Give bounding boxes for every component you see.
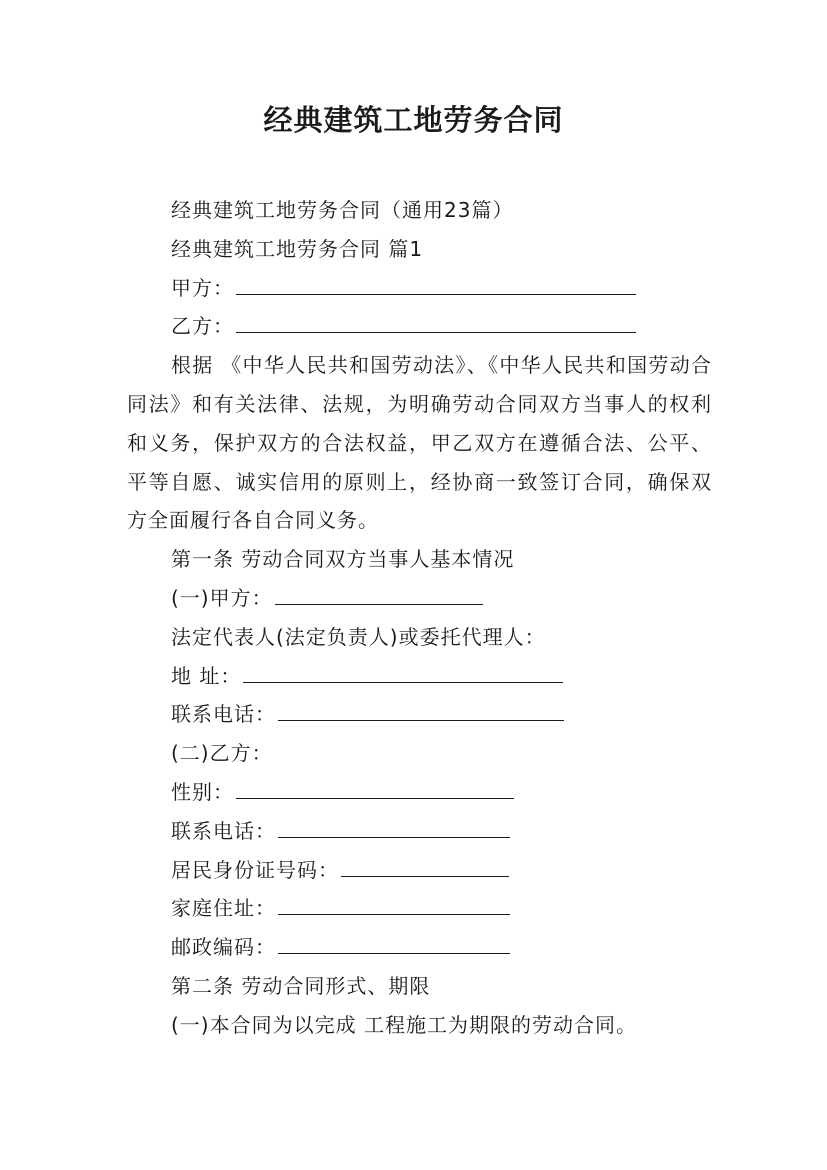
address-blank: [243, 658, 563, 683]
party-a-line: [127, 269, 712, 308]
party-b-blank: [236, 308, 636, 333]
section-heading: 经典建筑工地劳务合同 篇1: [171, 236, 424, 261]
postcode-blank: [278, 929, 510, 954]
b-phone-blank: [278, 813, 510, 838]
document-title: 经典建筑工地劳务合同: [263, 103, 564, 137]
b-phone-line: [127, 812, 712, 851]
home-address-label: 家庭住址：: [171, 896, 276, 921]
a-section-label: (一)甲方：: [171, 585, 273, 610]
address-line: [127, 657, 712, 696]
article2-heading: 第二条 劳动合同形式、期限: [171, 973, 431, 998]
intro-paragraph: 根据 《中华人民共和国劳动法》、《中华人民共和国劳动合同法》和有关法律、法规，为明确劳动合同双方当事人的权利和义务，保护双方的合法权益，甲乙双方在遵循合法、公平、平等自愿、诚实信用的原则上，经协商一致签订合同，确保双方全面履行各自合同义务。: [127, 353, 712, 533]
b-phone-label: 联系电话：: [171, 818, 276, 843]
party-a-blank: [236, 270, 636, 295]
party-a-label: 甲方：: [171, 275, 234, 300]
party-b-label: 乙方：: [171, 314, 234, 339]
postcode-label: 邮政编码：: [171, 935, 276, 960]
gender-label: 性别：: [171, 779, 234, 804]
a-phone-line: [127, 695, 712, 734]
home-address-blank: [278, 890, 510, 915]
a-phone-blank: [278, 696, 564, 721]
id-number-blank: [341, 852, 509, 877]
article1-heading: 第一条 劳动合同双方当事人基本情况: [171, 547, 515, 572]
id-number-line: [127, 851, 712, 890]
a-phone-label: 联系电话：: [171, 702, 276, 727]
a-section-blank: [275, 580, 483, 605]
subtitle: 经典建筑工地劳务合同（通用23篇）: [171, 198, 514, 222]
gender-line: [127, 773, 712, 812]
document-body: [127, 191, 712, 1045]
id-number-label: 居民身份证号码：: [171, 857, 339, 882]
postcode-line: [127, 928, 712, 967]
home-address-line: [127, 889, 712, 928]
legal-rep-line: 法定代表人(法定负责人)或委托代理人：: [171, 624, 546, 649]
address-label: 地 址：: [171, 663, 242, 688]
a-section-line: [127, 579, 712, 618]
article2-item1: (一)本合同为以完成 工程施工为期限的劳动合同。: [171, 1012, 637, 1037]
party-b-line: [127, 307, 712, 346]
gender-blank: [236, 774, 514, 799]
b-section-line: (二)乙方：: [171, 741, 273, 766]
